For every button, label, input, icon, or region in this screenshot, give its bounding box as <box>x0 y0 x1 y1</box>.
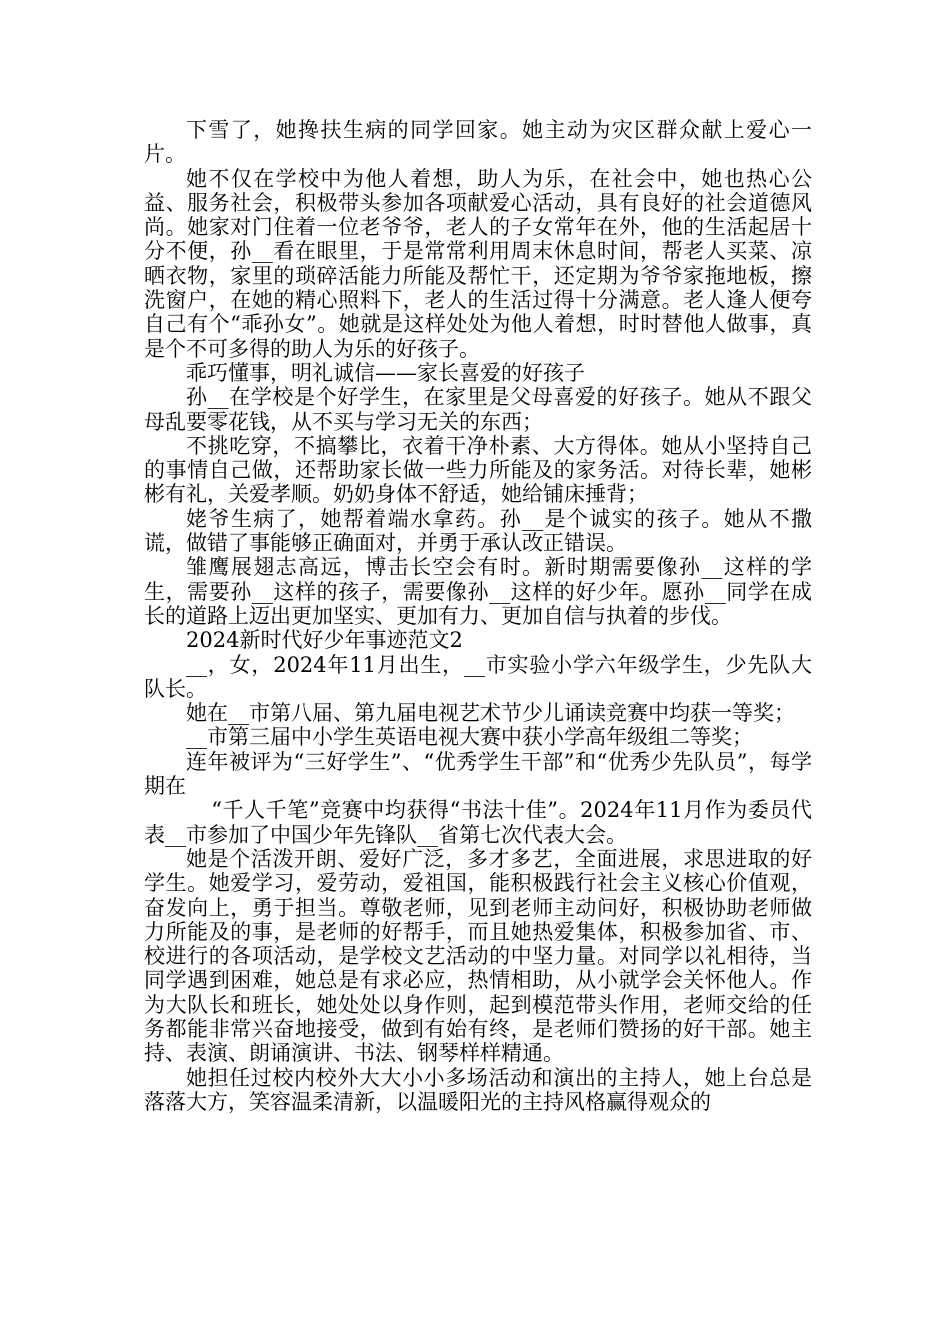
section-heading: 乖巧懂事，明礼诚信——家长喜爱的好孩子 <box>186 360 585 385</box>
paragraph: 下雪了，她搀扶生病的同学回家。她主动为灾区群众献上爱心一片。 <box>144 118 812 167</box>
section-title: 2024新时代好少年事迹范文2 <box>186 628 463 653</box>
paragraph: 她在__市第八届、第九届电视艺术节少儿诵读竞赛中均获一等奖； <box>186 701 795 726</box>
paragraph: “千人千笔”竞赛中均获得“书法十佳”。2024年11月作为委员代表__市参加了中国少年先锋队__省第七次代表大会。 <box>144 798 812 847</box>
paragraph: __，女，2024年11月出生，__市实验小学六年级学生，少先队大队长。 <box>144 652 812 701</box>
paragraph: 雏鹰展翅志高远，博击长空会有时。新时期需要像孙__这样的学生，需要孙__这样的孩子，需要像孙__这样的好少年。愿孙__同学在成长的道路上迈出更加坚实、更加有力、更加自信与执着的步伐。 <box>144 555 812 628</box>
paragraph: 她担任过校内校外大大小小多场活动和演出的主持人，她上台总是落落大方，笑容温柔清新，以温暖阳光的主持风格赢得观众的 <box>144 1065 812 1114</box>
paragraph: 孙__在学校是个好学生，在家里是父母喜爱的好孩子。她从不跟父母乱要零花钱，从不买与学习无关的东西； <box>144 385 812 434</box>
paragraph: 连年被评为“三好学生”、“优秀学生干部”和“优秀少先队员”，每学期在 <box>144 749 812 799</box>
paragraph: 她是个活泼开朗、爱好广泛，多才多艺，全面进展，求思进取的好学生。她爱学习，爱劳动，爱祖国，能积极践行社会主义核心价值观，奋发向上，勇于担当。尊敬老师，见到老师主动问好，积极协助老师做力所能及的事，是老师的好帮手，而且她热爱集体，积极参加省、市、校进行的各项活动，是学校文艺活动的中坚力量。对同学以礼相待，当同学遇到困难，她总是有求必应，热情相助，从小就学会关怀他人。作为大队长和班长，她处处以身作则，起到模范带头作用，老师交给的任务都能非常兴奋地接受，做到有始有终，是老师们赞扬的好干部。她主持、表演、朗诵演讲、书法、钢琴样样精通。 <box>144 846 812 1066</box>
paragraph: __市第三届中小学生英语电视大赛中获小学高年级组二等奖； <box>186 725 753 750</box>
paragraph: 姥爷生病了，她帮着端水拿药。孙__是个诚实的孩子。她从不撒谎，做错了事能够正确面对，并勇于承认改正错误。 <box>144 506 812 556</box>
paragraph: 她不仅在学校中为他人着想，助人为乐，在社会中，她也热心公益、服务社会，积极带头参加各项献爱心活动，具有良好的社会道德风尚。她家对门住着一位老爷爷，老人的子女常年在外，他的生活起居十分不便，孙__看在眼里，于是常常利用周末休息时间，帮老人买菜、凉晒衣物，家里的琐碎活能力所能及帮忙干，还定期为爷爷家拖地板，擦洗窗户，在她的精心照料下，老人的生活过得十分满意。老人逢人便夸自己有个“乖孙女”。她就是这样处处为他人着想，时时替他人做事，真是个不可多得的助人为乐的好孩子。 <box>144 166 812 361</box>
document-body <box>144 118 812 1114</box>
paragraph: 不挑吃穿，不搞攀比，衣着干净朴素、大方得体。她从小坚持自己的事情自己做，还帮助家长做一些力所能及的家务活。对待长辈，她彬彬有礼，关爱孝顺。奶奶身体不舒适，她给铺床捶背； <box>144 433 812 507</box>
